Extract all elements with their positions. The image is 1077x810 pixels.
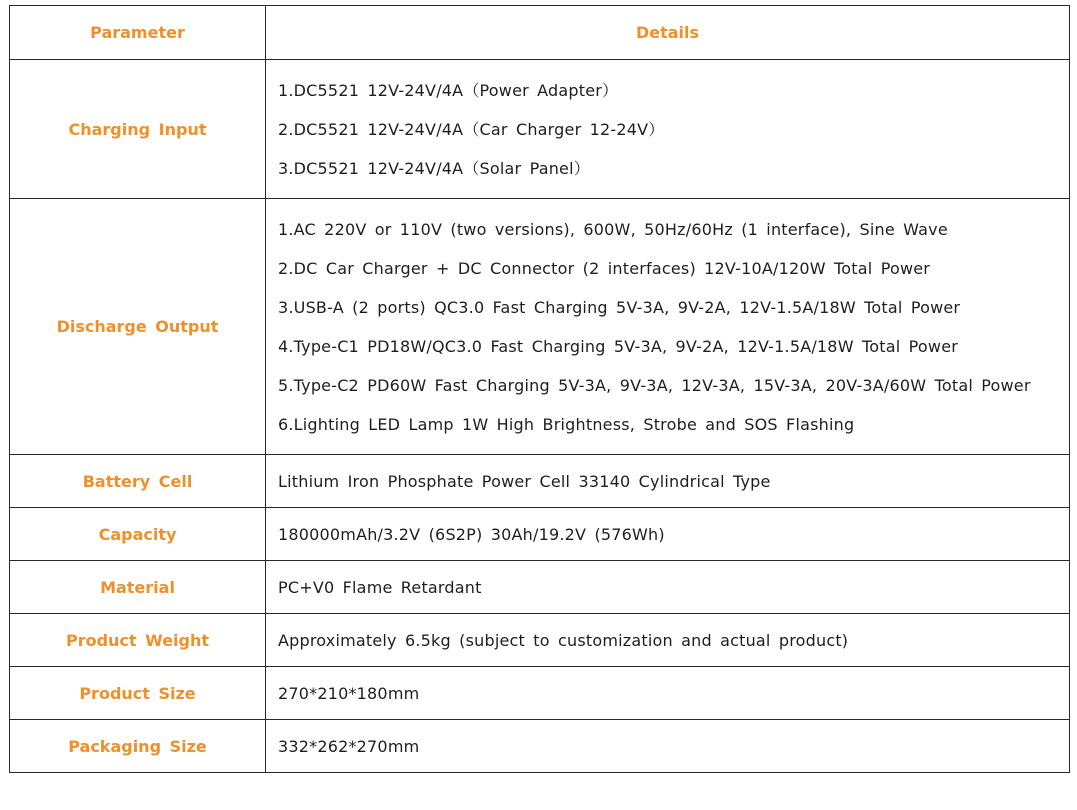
detail-line: 1.DC5521 12V-24V/4A（Power Adapter）: [278, 81, 619, 100]
detail-cell: Approximately 6.5kg (subject to customization and actual product): [266, 614, 1070, 667]
param-cell: Discharge Output: [10, 199, 266, 455]
detail-line: 6.Lighting LED Lamp 1W High Brightness, Strobe and SOS Flashing: [278, 415, 855, 434]
detail-cell: 180000mAh/3.2V (6S2P) 30Ah/19.2V (576Wh): [266, 508, 1070, 561]
detail-cell: Lithium Iron Phosphate Power Cell 33140 Cylindrical Type: [266, 455, 1070, 508]
detail-line: 3.DC5521 12V-24V/4A（Solar Panel）: [278, 159, 590, 178]
detail-cell: PC+V0 Flame Retardant: [266, 561, 1070, 614]
param-cell: Capacity: [10, 508, 266, 561]
detail-line: 2.DC Car Charger + DC Connector (2 interfaces) 12V-10A/120W Total Power: [278, 259, 931, 278]
detail-line: 1.AC 220V or 110V (two versions), 600W, 50Hz/60Hz (1 interface), Sine Wave: [278, 220, 948, 239]
table-row: [10, 561, 1070, 614]
table-header-row: [10, 6, 1070, 60]
header-details: Details: [266, 6, 1070, 60]
param-cell: Product Weight: [10, 614, 266, 667]
table-row: [10, 720, 1070, 773]
table-row: [10, 614, 1070, 667]
header-parameter: Parameter: [10, 6, 266, 60]
param-cell: Material: [10, 561, 266, 614]
spec-table: [9, 5, 1070, 773]
param-cell: Packaging Size: [10, 720, 266, 773]
param-cell: Product Size: [10, 667, 266, 720]
param-cell: Charging Input: [10, 60, 266, 199]
table-row: [10, 199, 1070, 455]
detail-cell: 332*262*270mm: [266, 720, 1070, 773]
detail-line: 5.Type-C2 PD60W Fast Charging 5V-3A, 9V-3A, 12V-3A, 15V-3A, 20V-3A/60W Total Power: [278, 376, 1031, 395]
table-row: [10, 508, 1070, 561]
param-cell: Battery Cell: [10, 455, 266, 508]
table-row: [10, 60, 1070, 199]
table-row: [10, 667, 1070, 720]
detail-line: 2.DC5521 12V-24V/4A（Car Charger 12-24V）: [278, 120, 665, 139]
detail-line: 3.USB-A (2 ports) QC3.0 Fast Charging 5V-3A, 9V-2A, 12V-1.5A/18W Total Power: [278, 298, 961, 317]
detail-cell: [266, 60, 1070, 199]
detail-cell: 270*210*180mm: [266, 667, 1070, 720]
table-row: [10, 455, 1070, 508]
detail-cell: [266, 199, 1070, 455]
detail-line: 4.Type-C1 PD18W/QC3.0 Fast Charging 5V-3A, 9V-2A, 12V-1.5A/18W Total Power: [278, 337, 959, 356]
